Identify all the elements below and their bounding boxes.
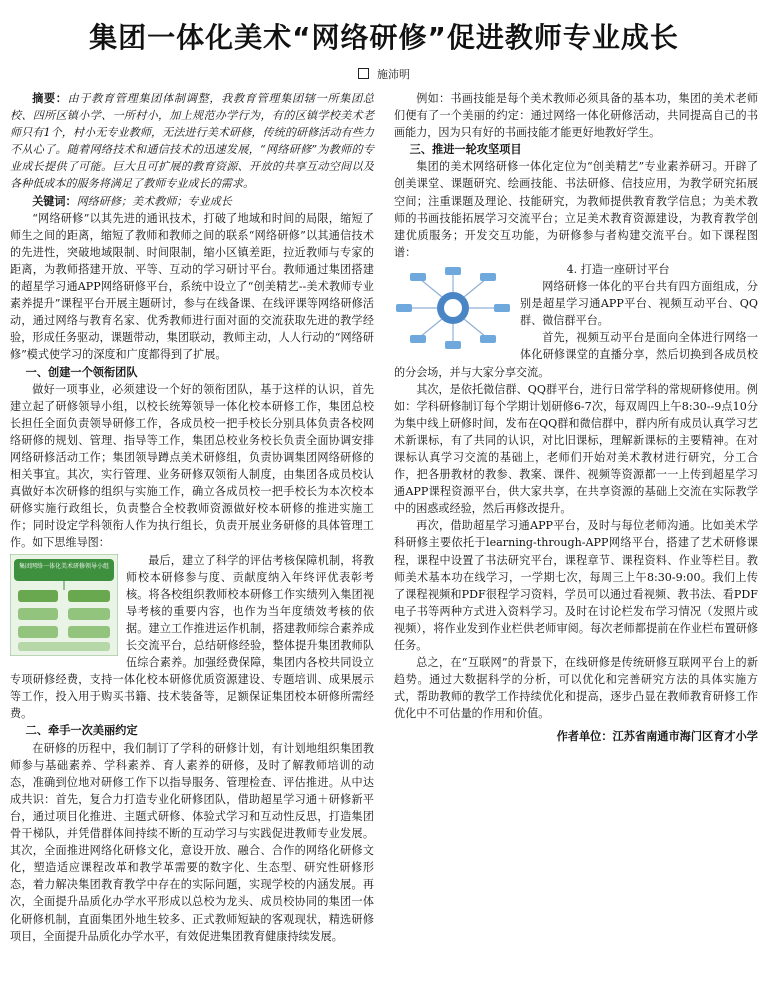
left-column — [10, 90, 374, 945]
section-3-paragraph-1: 集团的美术网络研修一体化定位为“创美精艺”专业素养研习。开辟了创美课堂、课题研究、绘画技能、书法研修、信技应用，为教学研究拓展空间；注重课题及理论、技能研究，为教师提供教育教学信息；为美术教师的书画技能拓展学习交流平台；立足美术教育资源建设，为教育教学创建优质服务；开发交互功能，为研修参与者构建交流平台。如下课程图谱： — [394, 160, 758, 259]
mindmap-figure — [10, 554, 118, 656]
section-3-paragraph-2: 网络研修一体化的平台共有四方面组成，分别是超星学习通APP平台、视频互动平台、QQ群、微信群平台。 — [520, 280, 758, 328]
article-title: 集团一体化美术“网络研修”促进教师专业成长 — [89, 21, 679, 54]
keywords-label: 关键词： — [32, 194, 77, 208]
two-column-body — [10, 90, 758, 945]
section-2-paragraph-2: 例如：书画技能是每个美术教师必须具备的基本功，集团的美术老师们便有了一个美丽的约定：通过网络一体化研修活动，共同提高自己的书画能力，因为只有好的书画技能才能更好地教好学生。 — [394, 92, 758, 140]
section-3-paragraph-5: 再次，借助超星学习通APP平台，及时与每位老师沟通。比如美术学科研修主要依托于learning-through-APP网络平台，搭建了艺术研修课程，课程中设置了书法研究平台，课程章节、课程资料、作业等栏目。教师美术基本功在线学习，一学期七次，每周三上午8:30-9:00。我们上传了课程视频和PDF很程学习资料，学员可以通过看视频、教书法、看PDF电子书等两种方式进入资料学习。及时在讨论栏发布学习情况（发照片或视频），将作业发到作业栏供老师审阅。每次老师都提前在作业栏布置研修任务。 — [394, 519, 758, 652]
intro-paragraph: “网络研修”以其先进的通讯技术，打破了地域和时间的局限，缩短了师生之间的距离，缩短了教师和教师之间的联系“网络研修”以其通信技术的先进性，突破地域限制、时间限制，缩小区镇差距，拉近教师与专家的距离，为教师搭建开放、平等、互动的学习研讨平台。教师通过集团搭建的超星学习通APP网络研修平台，系统中设立了“创美精艺--美术教师专业素养提升”课程平台开展主题研讨，参与在线备课、在线评课等网络研修活动，通过网络与教育名家、优秀教师进行面对面的交流获取先进的教学经验，形成任务驱动，课题带动，集团联动，教师主动，人人行动的“网络研修”模式使学习的深度和广度都得到了扩展。 — [10, 211, 374, 362]
section-3-heading: 三、推进一轮攻坚项目 — [409, 143, 522, 157]
course-map-figure — [394, 265, 512, 351]
section-3-paragraph-4: 其次，是依托微信群、QQ群平台，进行日常学科的常规研修使用。例如：学科研修制订每个学期计划研修6-7次，每双周四上午8:30--9点10分为集中线上研修时间，发布在QQ群和微信群中，群内所有成员认真学习艺术新课标，有了共同的认识，对比旧课标，理解新课标的主要精神。在对课标认真学习交流的基础上，老师们开始对美术教材进行研究，分工合作，把各册教材的教参、教案、课件、视频等资源都一一上传到超星学习通APP课程资源平台，供大家共享，在共享资源的基础上交流在实际教学中的困惑或经验，然后再修改提升。 — [394, 382, 758, 516]
section-1-paragraph-1: 做好一项事业，必须建设一个好的领衔团队，基于这样的认识，首先建立起了研修领导小组，以校长统筹领导一体化校本研修工作，集团总校长担任全面负责领导研修工作，各成员校一把手校长分别具体负责各校网络研修的规划、管理、指导等工作，集团总校业务校长负责全面协调安排网络研修活动工作；集团领导蹲点美术研修组，负责协调集团网络研修的相关事宜。其次，实行管理、业务研修双领衔人制度，由集团各成员校认真做好本次研修的组织与实施工作，确立各成员校一把手校长为本次校本研修实施行政组长，负责整合全校教师资源做好校本研修的推进实施工作；同时设定学科领衔人作为执行组长，负责开展业务研修的具体管理工作。如下思维导图： — [10, 382, 374, 550]
section-3-paragraph-6: 总之，在“互联网”的背景下，在线研修是传统研修互联网平台上的新趋势。通过大数据科学的分析，可以优化和完善研究方法的具体实施方式，帮助教师的教学工作持续优化和提高，逐步凸显在教师教育研修工作优化中不可估量的作用和价值。 — [394, 656, 758, 721]
byline — [10, 66, 758, 82]
section-2-paragraph-1-left: 在研修的历程中，我们制订了学科的研修计划，有计划地组织集团教师参与基础素养、学科素养、育人素养的研修，及时了解教师培训的动态，准确到位地对研修工作下以指导服务、管理检查、评估推进。从中达成共识：首先，复合力打造专业化研修团队，借助超星学习通＋研修新平台，通过项目化推进、主题式研修、体验式学习和互动性反思，打造集团骨干梯队，并凭借群体间持续不断的互动学习与实践促进教师专业发展。其次，全面推进网络化研修文化，意设开放、融合、合作的网络化研修文化，塑造适应课程改革和教学革需要的数字化、生态型、研究性研修形态，着力解决集团教育教学中存在的实际问题，实现学校的内涵发展。再次，全面提升品质化办学水平形成以总校为龙头、成员校协同的集团一体化研修机制，直面集团外地生较多、正式教师短缺的客观现状，精选研修项目，全面提升品质化办学水平，有效促进集团教育健康持续发展。 — [10, 741, 374, 943]
course-map-row — [394, 261, 758, 381]
abstract — [10, 90, 374, 193]
section-1-figure-row — [10, 552, 374, 723]
right-column — [394, 90, 758, 945]
mindmap-title: 集团网络一体化美术研修领导小组 — [18, 562, 110, 570]
section-3-subheading: 4. 打造一座研讨平台 — [566, 262, 670, 276]
abstract-label: 摘要： — [32, 92, 68, 105]
byline-box-icon — [358, 68, 369, 79]
abstract-text: 由于教育管理集团体制调整，我教育管理集团辖一所集团总校、四所区镇小学、一所村小，加上规范办学行为，有的区镇学校美术老师只有1个，村小无专业教师，无法进行美术研修，传统的研修活动有些力不从心了。随着网络技术和通信技术的迅速发展，“网络研修”为教师的专业成长提供了可能。巨大且可扩展的教育资源、开放的共享互动空间以及各种低成本的服务将满足了教师专业成长的需求。 — [10, 92, 374, 191]
keywords — [10, 193, 374, 210]
author-name: 施沛明 — [377, 68, 410, 81]
keywords-text: 网络研修；美术教师；专业成长 — [76, 194, 232, 208]
section-1-paragraph-2: 最后，建立了科学的评估考核保障机制，将教师校本研修参与度、贡献度纳入年终评优表彰考核。将各校组织教师校本研修工作实绩列入集团视导考核的重要内容，也作为当年度绩效考核的依据。建立工作推进运作机制，搭建教师综合素养成长交流平台，总结研修经验，整体提升集团教师队伍综合素养。加强经费保障，集团内各校共同设立专项研修经费，支持一体化校本研修优质资源建设、专题培训、成果展示等工作，投入用于购买书籍、技术装备等，足额保证集团校本研修所需经费。 — [10, 553, 374, 721]
section-1-heading: 一、创建一个领衔团队 — [25, 365, 138, 379]
section-3-paragraph-3: 首先，视频互动平台是面向全体进行网络一体化研修课堂的直播分享，然后切换到各成员校的分会场，并与大家分享交流。 — [394, 331, 758, 379]
author-unit: 作者单位：江苏省南通市海门区育才小学 — [556, 730, 758, 744]
section-2-heading: 二、牵手一次美丽约定 — [25, 724, 138, 738]
